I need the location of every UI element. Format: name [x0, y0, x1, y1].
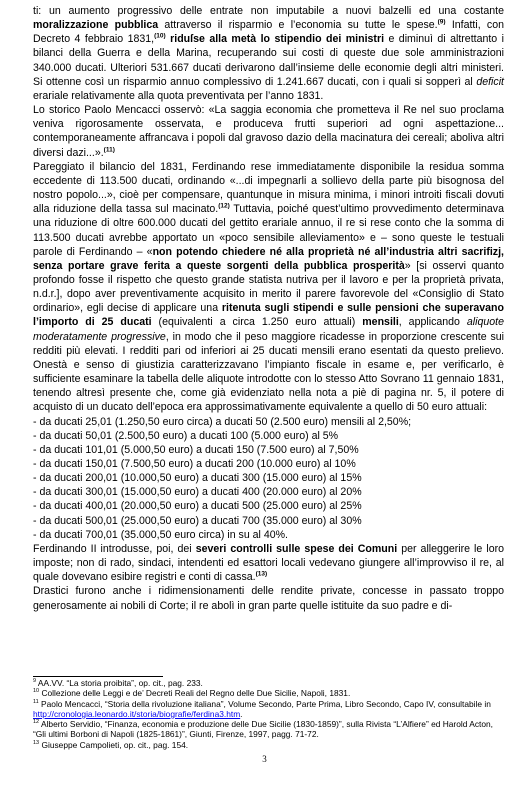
text-run: Infatti, con Decreto 4 febbraio 1831,	[33, 19, 505, 46]
paragraph-tax-withholding	[33, 160, 504, 415]
footnotes	[33, 678, 504, 750]
list-item: - da ducati 400,01 (20.000,50 euro) a ducati 500 (25.000 euro) al 25%	[33, 500, 362, 513]
footnote-separator	[33, 676, 163, 677]
footnote-ref-11[interactable]: (11)	[103, 146, 115, 154]
text-run: Lo storico Paolo Mencacci osservò: «La saggia economia che prometteva il Re nel suo proclama veniva rigorosamente osservata, e produceva frutti superiori ad ogni aspettazione... contemporaneamente affrancava i popoli dal gravoso dazio della macinatura dei cereali; aboliva altri diversi dazi...».	[33, 104, 504, 159]
text-run: attraverso il risparmio e l’economia su tutte le spese.	[158, 19, 438, 32]
paragraph-mencacci-quote	[33, 103, 504, 160]
list-item: - da ducati 101,01 (5.000,50 euro) a ducati 150 (7.500 euro) al 7,50%	[33, 443, 359, 456]
footnote-text: AA.VV. “La storia proibita”, op. cit., pag. 233.	[36, 678, 203, 688]
list-item: - da ducati 200,01 (10.000,50 euro) a ducati 300 (15.000 euro) al 15%	[33, 472, 362, 485]
footnote-number: 13	[33, 739, 40, 746]
footnote-text: Collezione delle Leggi e de’ Decreti Reali del Regno delle Due Sicilie, Napoli, 1831.	[39, 688, 351, 699]
bold-text: moralizzazione pubblica	[33, 19, 159, 32]
source-link[interactable]: http://cronologia.leonardo.it/storia/biografie/ferdina3.htm	[33, 708, 241, 719]
footnote-number: 10	[33, 688, 40, 695]
list-item: - da ducati 700,01 (35.000,50 euro circa) in su al 40%.	[33, 528, 288, 541]
bold-text: ritenuta sugli stipendi e sulle pensioni che superavano l’importo di 25 ducati	[33, 302, 504, 329]
text-run: e diminuì di altrettanto i bilanci della Guerra e della Marina, recuperando sui costi di queste due sole amministrazioni 340.000 ducati. Ulteriori 531.667 ducati derivarono dall’insieme delle economie degli altri ministeri. Si ottenne così un risparmio annuo complessivo di 1.241.667 ducati, con i quali si sopperì al	[33, 33, 504, 88]
footnote-12	[33, 719, 504, 740]
bold-text: riduſse alla metà lo stipendio dei ministri	[165, 33, 385, 46]
footnote-10	[33, 688, 504, 698]
text-run: per alleggerire le loro imposte; non di rado, sindaci, intendenti ed esattori locali vedevano giungere all’improvviso il re, al quale dovevano esibire registri e conti di cassa.	[33, 542, 505, 584]
text-run: erariale relativamente alla quota preventivata per l’anno 1831.	[33, 89, 324, 102]
text-run: Drastici furono anche i ridimensionamenti delle rendite private, concesse in passato troppo generosamente ai nobili di Corte; il re abolì in gran parte quelle istituite da suo padre e di-	[33, 585, 504, 612]
list-item: - da ducati 300,01 (15.000,50 euro) a ducati 400 (20.000 euro) al 20%	[33, 486, 362, 499]
page-number: 3	[262, 754, 267, 764]
footnote-text: .	[240, 708, 243, 719]
footnote-11	[33, 699, 504, 720]
paragraph-finance-reform	[33, 4, 504, 103]
paragraph-municipal-controls	[33, 542, 504, 584]
text-run: Pareggiato il bilancio del 1831, Ferdinando rese immediatamente disponibile la residua somma eccedente di 113.500 ducati, ordinando «...di impegnarli a sollievo della parte più bisognosa del nostro popolo...», cioè per compensare, quantunque in misura minima, i minori introiti fiscali dovuti alla riduzione della tassa sul macinato.	[33, 160, 504, 216]
footnote-13	[33, 740, 504, 750]
footnote-text: Paolo Mencacci, “Storia della rivoluzione italiana”, Volume Secondo, Parte Prima, Libro Secondo, Capo IV, consultabile in	[38, 698, 491, 709]
list-item: - da ducati 500,01 (25.000,50 euro) a ducati 700 (35.000 euro) al 30%	[33, 514, 362, 527]
footnote-text: Alberto Servidio, “Finanza, economia e produzione delle Due Sicilie (1830-1859)”, sulla Rivista “L’Alfiere” ed Harold Acton, “Gli ultimi Borboni di Napoli (1825-1861)”, Giunti, Firenze, 1997, pagg. 71-72.	[33, 719, 494, 740]
text-run: , applicando	[398, 316, 467, 329]
bold-text: severi controlli sulle spese dei Comuni	[195, 542, 398, 555]
text-run: Ferdinando II introdusse, poi, dei	[33, 542, 196, 555]
bold-text: mensili	[362, 316, 399, 329]
footnote-ref-10[interactable]: (10)	[154, 32, 166, 40]
footnote-ref-13[interactable]: (13)	[255, 570, 268, 578]
list-item: - da ducati 25,01 (1.250,50 euro circa) a ducati 50 (2.500 euro) mensili al 2,50%;	[33, 415, 412, 428]
text-run: , in modo che il peso maggiore ricadesse in proporzione crescente sui redditi più elevati. I redditi pari od inferiori ai 25 ducati mensili erano esentati da questo prelievo. Onestà e senso di giustizia caratterizzavano l’impianto fiscale in esame e, per verificarlo, è sufficiente esaminare la tabella delle aliquote introdotte con lo stesso Atto Sovrano 11 gennaio 1831, tenendo altresì presente che, come già evidenziato nella nota a piè di pagina nr. 5, il potere di acquisto di un ducato dell’epoca era approssimativamente equivalente a quello di 50 euro attuali:	[33, 330, 504, 414]
footnote-number: 9	[33, 678, 37, 685]
text-run: » [si osservi quanto profondo fosse il rispetto che questo grande statista nutriva per il lavoro e per la proprietà privata, n.d.r.], dopo aver preventivamente acquisito in merito il parere favorevole del «Consiglio di Stato ordinario», egli decise di applicare una	[33, 259, 504, 315]
document-body	[33, 4, 504, 613]
footnote-number: 11	[33, 698, 39, 705]
footnote-ref-12[interactable]: (12)	[218, 202, 230, 210]
footnote-ref-9[interactable]: (9)	[437, 18, 446, 26]
list-item: - da ducati 150,01 (7.500,50 euro) a ducati 200 (10.000 euro) al 10%	[33, 458, 356, 470]
list-item: - da ducati 50,01 (2.500,50 euro) a ducati 100 (5.000 euro) al 5%	[33, 429, 339, 442]
italic-text: aliquote moderatamente progressive	[33, 316, 504, 343]
footnote-text: Giuseppe Campolieti, op. cit., pag. 154.	[39, 739, 189, 750]
text-run: ti: un aumento progressivo delle entrate non imputabile a nuovi balzelli ed una costante	[33, 5, 504, 17]
tax-rate-list	[33, 415, 504, 542]
footnote-number: 12	[33, 719, 40, 726]
bold-text: non potendo chiedere né alla proprietà né all’industria altri sacrifizj, senza portare grave ferita a queste sorgenti della pubblica prosperità	[33, 245, 504, 272]
text-run: Tuttavia, poiché quest’ultimo provvedimento determinava una riduzione di oltre 600.000 ducati del gettito erariale annuo, il re si rese conto che la somma di 113.500 ducati avrebbe apportato un «poco sensibile alleviamento» e – sono queste le testuali parole di Ferdinando – «	[33, 203, 504, 258]
text-run: (equivalenti a circa 1.250 euro attuali)	[151, 316, 363, 329]
italic-text: deficit	[476, 75, 504, 88]
footnote-9	[33, 678, 504, 688]
paragraph-private-rents	[33, 584, 504, 612]
